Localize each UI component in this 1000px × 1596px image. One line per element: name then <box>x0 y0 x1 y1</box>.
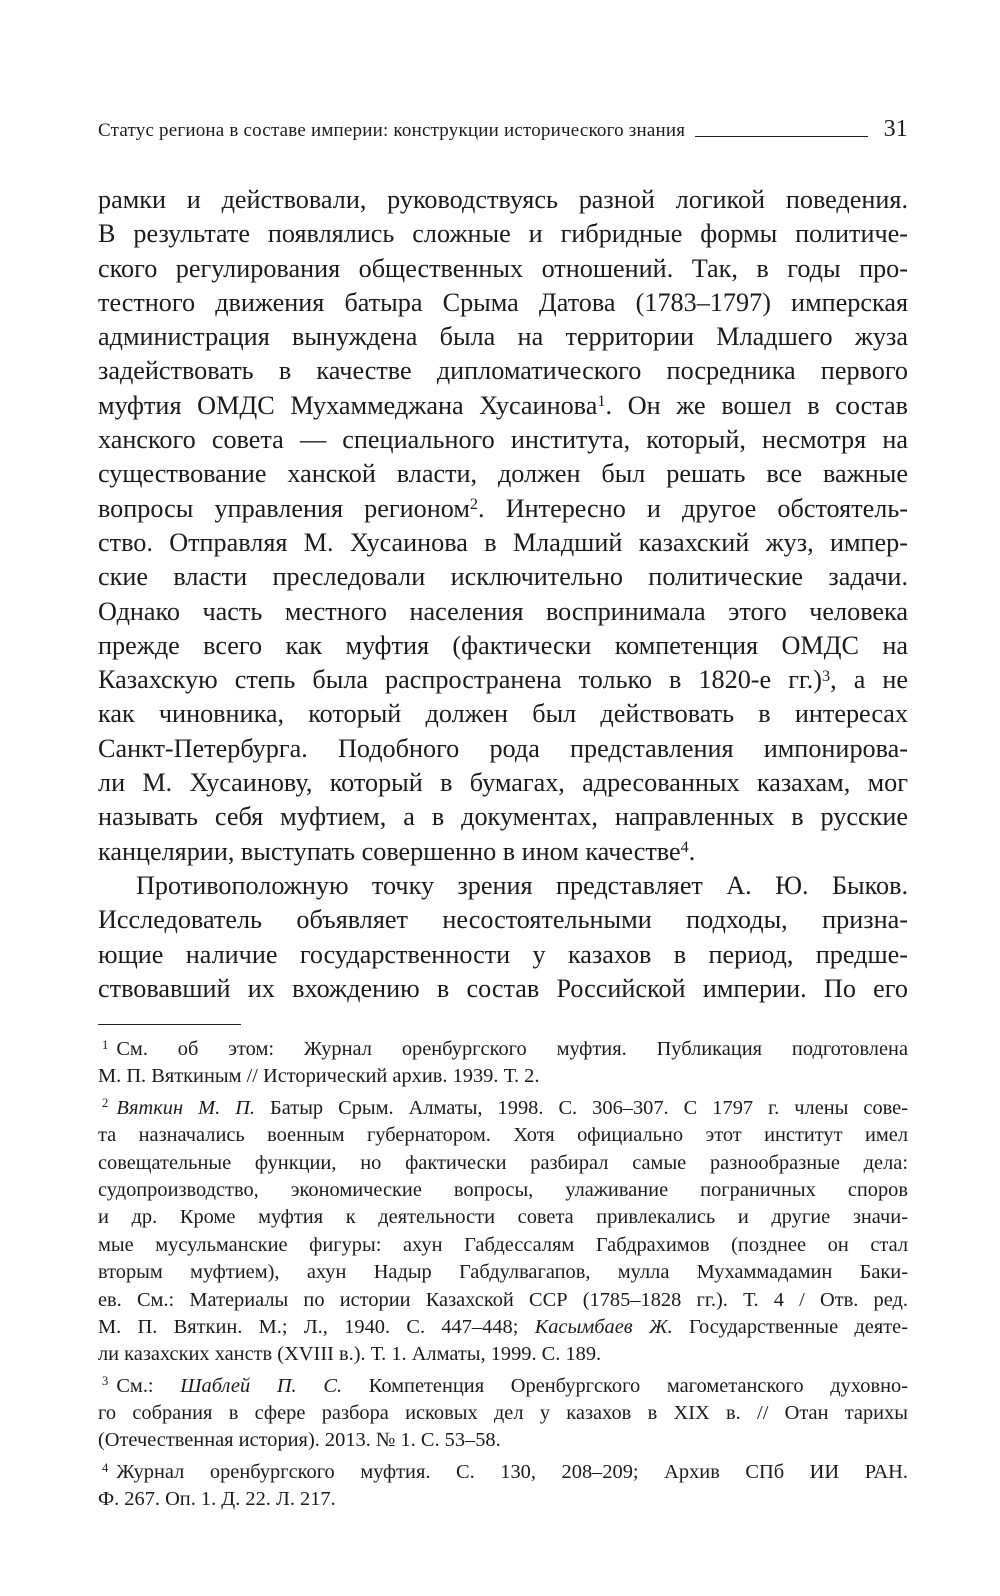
text-run: См.: <box>116 1374 181 1397</box>
footnote-line: М. П. Вяткиным // Исторический архив. 1939. Т. 2. <box>98 1065 540 1088</box>
text-line: ли М. Хусаинову, который в бумагах, адресованных казахам, мог <box>98 768 908 798</box>
footnote-separator <box>98 1024 241 1025</box>
footnote-line <box>98 1095 908 1122</box>
text-line: называть себя муфтием, а в документах, направленных в русские <box>98 802 908 832</box>
paragraph <box>98 869 908 1006</box>
footnote-line: (Отечественная история). 2013. № 1. С. 53–58. <box>98 1429 501 1452</box>
text-line: как чиновника, который должен был действовать в интересах <box>98 699 908 729</box>
footnote-mark: 3 <box>102 1374 109 1389</box>
footnote-line: го собрания в сфере разбора исковых дел у казахов в XIX в. // Отан тарихы <box>98 1402 908 1425</box>
footnote-line: совещательные функции, но фактически разбирал самые разнообразные дела: <box>98 1151 908 1174</box>
text-line: ского регулирования общественных отношений. Так, в годы про- <box>98 253 908 283</box>
text-run: Государственные деяте- <box>672 1315 908 1338</box>
page-number: 31 <box>883 116 908 142</box>
text-line: тестного движения батыра Срыма Датова (1783–1797) имперская <box>98 287 908 317</box>
text-run: Батыр Срым. Алматы, 1998. С. 306–307. С 1797 г. члены сове- <box>255 1096 908 1119</box>
cited-author: Касымбаев Ж. <box>534 1315 673 1338</box>
text-run: Казахскую степь была распространена только в 1820-е гг.) <box>98 665 822 695</box>
text-line: прежде всего как муфтия (фактически компетенция ОМДС на <box>98 630 908 660</box>
footnote-line <box>98 1036 908 1063</box>
running-header <box>98 116 908 148</box>
text-run: . Он же вошел в состав <box>605 390 909 420</box>
footnote-2 <box>98 1095 908 1369</box>
footnote-line: Ф. 267. Оп. 1. Д. 22. Л. 217. <box>98 1488 336 1511</box>
text-run: М. П. Вяткин. М.; Л., 1940. С. 447–448; <box>98 1315 535 1338</box>
running-header-title: Статус региона в составе империи: конструкции исторического знания <box>98 120 686 141</box>
text-line: ханского совета — специального института, который, несмотря на <box>98 425 908 455</box>
footnote-1 <box>98 1036 908 1091</box>
text-line: Противоположную точку зрения представляет А. Ю. Быков. <box>136 870 908 900</box>
main-text <box>98 183 908 1006</box>
text-line: В результате появлялись сложные и гибридные формы политиче- <box>98 219 908 249</box>
footnote-line: вторым муфтием), ахун Надыр Габдулвагапов, мулла Мухаммадамин Баки- <box>98 1261 908 1284</box>
footnote-4 <box>98 1459 908 1514</box>
text-line <box>98 663 908 697</box>
text-line: ство. Отправляя М. Хусаинова в Младший казахский жуз, импер- <box>98 527 908 557</box>
text-line: задействовать в качестве дипломатического посредника первого <box>98 356 908 386</box>
text-line: администрация вынуждена была на территории Младшего жуза <box>98 322 908 352</box>
text-run: Журнал оренбургского муфтия. С. 130, 208–209; Архив СПб ИИ РАН. <box>116 1460 908 1483</box>
footnotes <box>98 1036 908 1514</box>
footnote-line: мые мусульманские фигуры: ахун Габдессалям Габдрахимов (позднее он стал <box>98 1233 908 1256</box>
footnote-line: ли казахских ханств (XVIII в.). Т. 1. Алматы, 1999. С. 189. <box>98 1343 602 1366</box>
footnote-ref-4: 4 <box>680 838 689 857</box>
header-rule <box>695 135 867 137</box>
footnote-line <box>98 1459 908 1486</box>
text-run: вопросы управления регионом <box>98 493 470 523</box>
footnote-line <box>98 1314 908 1341</box>
cited-author: Шаблей П. С. <box>180 1374 343 1397</box>
footnote-mark: 2 <box>102 1096 109 1111</box>
footnote-line: ев. См.: Материалы по истории Казахской ССР (1785–1828 гг.). Т. 4 / Отв. ред. <box>98 1288 908 1311</box>
footnote-line: судопроизводство, экономические вопросы, улаживание пограничных споров <box>98 1178 908 1201</box>
text-run: . Интересно и другое обстоятель- <box>478 493 908 523</box>
footnote-ref-3: 3 <box>821 666 831 685</box>
footnote-line <box>98 1373 908 1400</box>
text-line: рамки и действовали, руководствуясь разной логикой поведения. <box>98 185 908 214</box>
text-run: . <box>688 836 696 866</box>
footnote-mark: 1 <box>102 1037 109 1052</box>
text-run: Компетенция Оренбургского магометанского духовно- <box>342 1374 908 1397</box>
text-line <box>98 492 908 526</box>
footnote-line: и др. Кроме муфтия к деятельности совета привлекались и другие значи- <box>98 1206 908 1229</box>
footnote-3 <box>98 1373 908 1455</box>
text-line: Исследователь объявляет несостоятельными подходы, призна- <box>98 905 908 935</box>
text-line <box>98 835 908 869</box>
footnote-mark: 4 <box>102 1460 109 1475</box>
footnote-line: та назначались военным губернатором. Хотя официально этот институт имел <box>98 1124 908 1147</box>
text-line: ские власти преследовали исключительно политические задачи. <box>98 562 908 592</box>
text-run: См. об этом: Журнал оренбургского муфтия. Публикация подготовлена <box>116 1038 908 1060</box>
text-line: ствовавший их вхождению в состав Российской империи. По его <box>98 973 908 1003</box>
text-run: , а не <box>830 665 908 695</box>
footnote-ref-1: 1 <box>597 392 606 411</box>
text-line: Санкт-Петербурга. Подобного рода представления импонирова- <box>98 733 908 763</box>
text-line: ющие наличие государственности у казахов в период, предше- <box>98 939 908 969</box>
text-run: канцелярии, выступать совершенно в ином качестве <box>98 836 681 866</box>
text-run: муфтия ОМДС Мухаммеджана Хусаинова <box>98 390 598 420</box>
text-line: существование ханской власти, должен был решать все важные <box>98 459 908 489</box>
paragraph <box>98 183 908 869</box>
cited-author: Вяткин М. П. <box>116 1096 256 1119</box>
text-line <box>98 389 908 423</box>
text-line: Однако часть местного населения воспринимала этого человека <box>98 596 908 626</box>
footnote-ref-2: 2 <box>469 495 479 514</box>
